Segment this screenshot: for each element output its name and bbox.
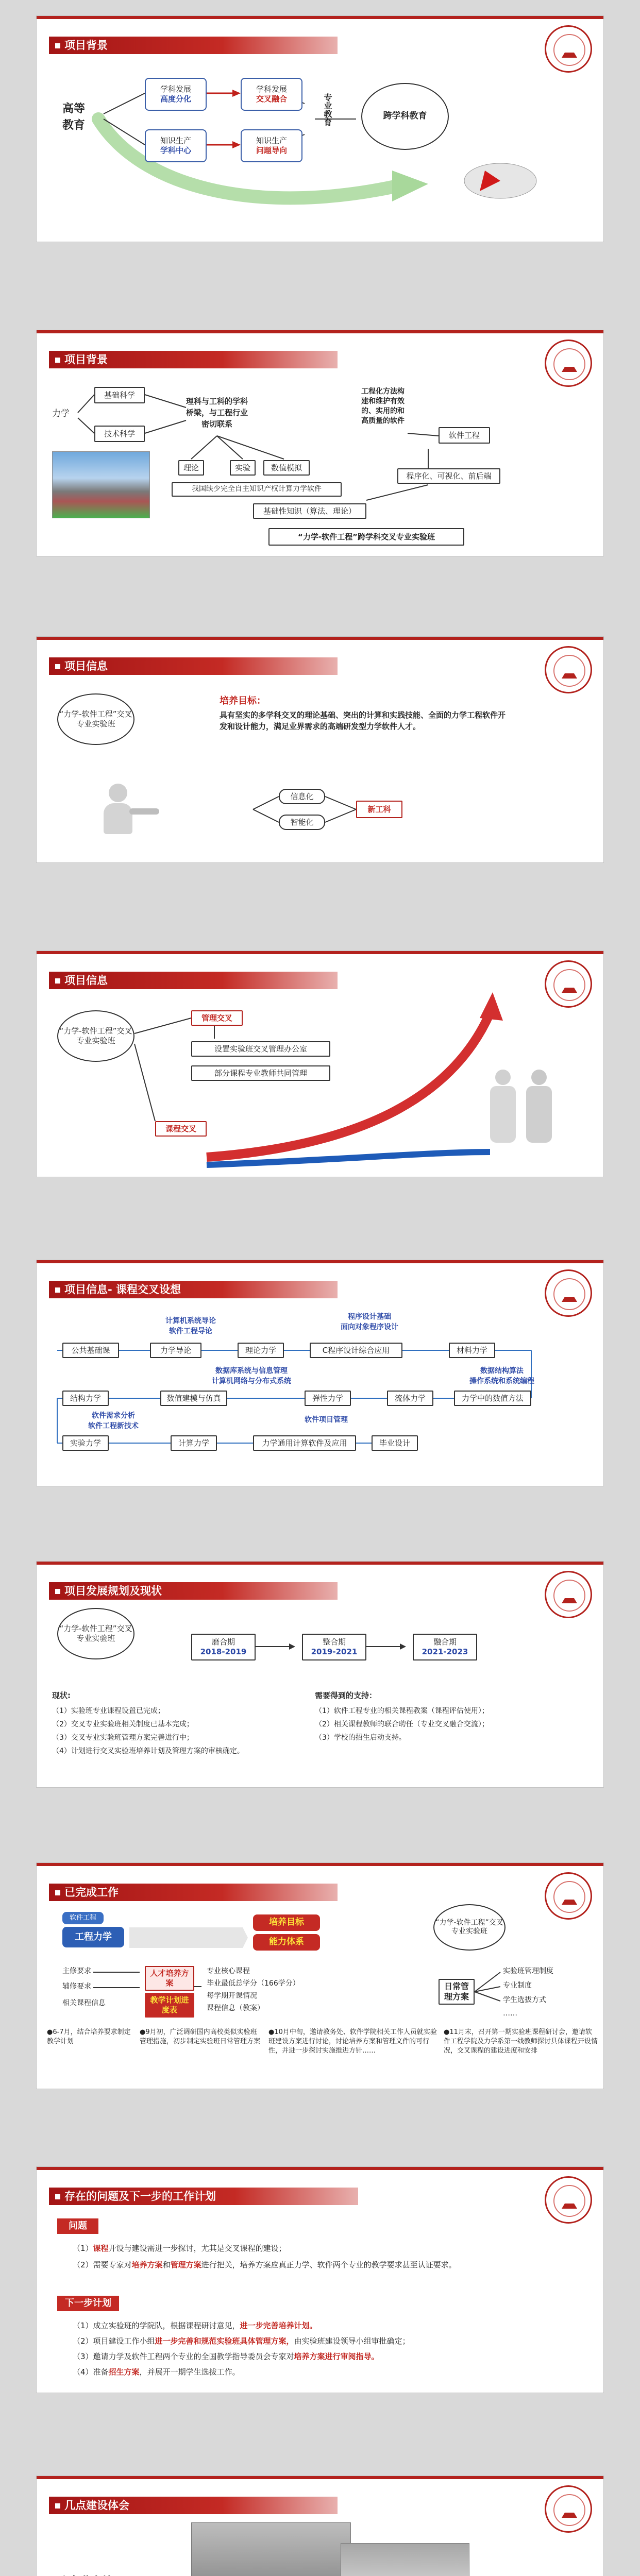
slide-project-background-1 <box>36 15 604 242</box>
text-part: （1）成立实验班的学院队，根据课程研讨意见， <box>73 2321 240 2330</box>
support-heading: 需要得到的支持： <box>315 1691 377 1700</box>
course-box: 材料力学 <box>449 1343 495 1358</box>
phase-integration-box <box>302 1634 366 1660</box>
box-value: 人才培养方案 <box>150 1969 189 1988</box>
box-value: 高度分化 <box>160 94 191 104</box>
plan-item-3 <box>73 2351 578 2363</box>
text-part: 由实验班建设领导小组审批确定； <box>294 2336 410 2346</box>
handshake-figures-icon <box>490 1070 557 1147</box>
box-label: 知识生产 <box>160 136 191 146</box>
text-part: （3）邀请力学及软件工程两个专业的全国教学指导委员会专家对 <box>73 2352 294 2361</box>
status-item: （3）交叉专业实验班管理方案完善进行中； <box>52 1734 194 1742</box>
course-syllabus-item: 课程信息（教案） <box>207 2004 264 2012</box>
slide-issues-and-plan <box>36 2166 604 2393</box>
status-item: （1）实验班专业课程设置已完成； <box>52 1707 165 1715</box>
status-item: （4）计划进行交叉实验班培养计划及管理方案的审核确定。 <box>52 1747 244 1755</box>
slide-completed-work <box>36 1862 604 2089</box>
experimental-class-oval: “力学-软件工程”交叉专业实验班 <box>57 693 134 745</box>
highlight: 培养方案 <box>131 2260 163 2269</box>
plan-item-2 <box>73 2336 578 2347</box>
meeting-photo <box>191 2522 351 2576</box>
box-value: 交叉融合 <box>256 94 287 104</box>
course-box: C程序设计综合应用 <box>310 1343 402 1358</box>
experimental-class-oval: “力学-软件工程”交叉专业实验班 <box>57 1010 134 1062</box>
box-value: 课程交叉 <box>165 1124 196 1133</box>
highlight: 进一步完善和规范实验班具体管理方案， <box>155 2336 294 2346</box>
interdisciplinary-education-circle: 跨学科教育 <box>361 83 449 150</box>
slide-project-info-1 <box>36 636 604 863</box>
stadium-image <box>52 451 150 518</box>
discipline-integration-box <box>241 78 302 111</box>
status-item: （2）交叉专业实验班相关制度已基本完成； <box>52 1720 194 1728</box>
slide-top-bar <box>37 2167 603 2170</box>
management-item: 实验班管理制度 <box>503 1967 553 1975</box>
major-requirement-label: 主修要求 <box>62 1967 91 1975</box>
university-seal-icon <box>545 2176 592 2224</box>
slide-project-background-2 <box>36 330 604 556</box>
phase-years: 2019-2021 <box>311 1647 358 1656</box>
text-part: 和 <box>162 2260 171 2269</box>
slide-title-text: 项目信息- 课程交叉设想 <box>64 1283 181 1296</box>
course-box: 毕业设计 <box>372 1435 418 1451</box>
timeline-note: ●11月末，召开第一期实验班课程研讨会，邀请软件工程学院及力学系第一线教师探讨具体课程开设情况，交叉课程的建设进度和安排 <box>444 2028 598 2055</box>
course-box: 力学中的数值方法 <box>454 1391 531 1406</box>
professional-education-vertical: 专业教育 <box>323 93 332 126</box>
course-cluster-top-1: 计算机系统导论 软件工程导论 <box>165 1317 216 1336</box>
course-box: 结构力学 <box>62 1391 109 1406</box>
discipline-differentiation-box <box>145 78 207 111</box>
meeting-photo <box>341 2543 469 2576</box>
highlight: 招生方案 <box>108 2367 140 2377</box>
experimental-class-oval: “力学-软件工程”交叉专业实验班 <box>433 1904 506 1951</box>
slide-title-text: 存在的问题及下一步的工作计划 <box>64 2190 216 2202</box>
management-cross-box <box>191 1010 243 1026</box>
slide-title-text: 项目背景 <box>64 353 108 366</box>
training-plan-box <box>145 1966 194 1991</box>
core-courses-item: 专业核心课程 <box>207 1967 250 1975</box>
course-box: 数值建模与仿真 <box>160 1391 227 1406</box>
slide-title-text: 项目发展规划及现状 <box>64 1585 162 1597</box>
course-cluster-top-2: 程序设计基础 面向对象程序设计 <box>341 1313 398 1332</box>
phase-fusion-box <box>413 1634 477 1660</box>
training-goal-text: 具有坚实的多学科交叉的理论基础、突出的计算和实践技能、全面的力学工程软件开发和设计能力，满足业界需求的高端研发型力学软件人才。 <box>220 710 506 731</box>
course-cluster-low-1: 软件需求分析 软件工程新技术 <box>88 1412 139 1431</box>
software-gap-box: 我国缺少完全自主知识产权计算力学软件 <box>172 482 342 497</box>
course-box: 理论力学 <box>238 1343 284 1358</box>
text-part: 进行把关，培养方案应真正力学、软件两个专业的教学要求甚至认证要求。 <box>201 2260 457 2269</box>
training-goal-heading: 培养目标： <box>220 696 266 706</box>
slide-title-text: 项目信息 <box>64 660 108 672</box>
highlight: 课程 <box>93 2244 109 2253</box>
support-item: （2）相关课程教师的联合聘任（专业交叉融合交流）； <box>315 1720 489 1728</box>
course-box: 力学导论 <box>150 1343 201 1358</box>
slide-title-text: 几点建设体会 <box>64 2499 129 2512</box>
semester-courses-item: 每学期开课情况 <box>207 1992 257 2000</box>
software-engineering-tag: 软件工程 <box>62 1912 104 1924</box>
lesson-item <box>57 2574 114 2576</box>
slide-title <box>49 2497 338 2514</box>
interdisciplinary-class-box: “力学-软件工程”跨学科交叉专业实验班 <box>268 528 464 546</box>
cross-management-office-box: 设置实验班交叉管理办公室 <box>191 1041 330 1057</box>
slide-title-text: 项目背景 <box>64 39 108 52</box>
text-part: ，并展开一期学生选拔工作。 <box>139 2367 240 2377</box>
phase-years: 2021-2023 <box>422 1647 468 1656</box>
slide-top-bar <box>37 2476 603 2479</box>
software-engineering-box: 软件工程 <box>439 427 490 444</box>
technical-science-box: 技术科学 <box>94 426 145 442</box>
plan-item-4 <box>73 2367 578 2378</box>
box-label: 学科发展 <box>160 84 191 94</box>
problem-item-2 <box>73 2260 578 2271</box>
slide-course-cross-plan <box>36 1260 604 1486</box>
highlight: 管理方案 <box>170 2260 201 2269</box>
daily-management-box: 日常管理方案 <box>439 1979 475 2005</box>
management-item: 专业制度 <box>503 1981 532 1990</box>
timeline-note: ●6-7月，结合培养要求制定教学计划 <box>47 2028 131 2046</box>
management-item: …… <box>503 2009 517 2018</box>
course-cluster-low-2: 软件项目管理 <box>305 1416 348 1424</box>
knowledge-discipline-centric-box <box>145 129 207 162</box>
phase-name: 融合期 <box>433 1637 457 1647</box>
slide-2-connectors <box>37 330 604 556</box>
timeline-note: ●9月初，广泛调研国内高校类似实验班管理措施，初步制定实验班日常管理方案 <box>140 2028 261 2046</box>
knowledge-problem-oriented-box <box>241 129 302 162</box>
slide-title-text: 已完成工作 <box>64 1886 119 1899</box>
problem-item-1 <box>73 2243 567 2255</box>
software-engineering-definition: 工程化方法构建和维护有效的、实用的和高质量的软件 <box>361 387 405 425</box>
university-seal-icon <box>545 2485 592 2533</box>
course-cluster-mid-1: 数据库系统与信息管理 计算机网络与分布式系统 <box>212 1367 291 1386</box>
course-box: 力学通用计算软件及应用 <box>253 1435 356 1451</box>
training-goal-tag: 培养目标 <box>253 1914 320 1931</box>
min-credits-item: 毕业最低总学分（166学分） <box>207 1979 300 1988</box>
course-box: 实验力学 <box>62 1435 109 1451</box>
minor-requirement-label: 辅修要求 <box>62 1982 91 1991</box>
support-item: （1）软件工程专业的相关课程教案（课程评估使用）； <box>315 1707 489 1715</box>
intelligentization-box: 智能化 <box>279 815 325 830</box>
informatization-box: 信息化 <box>279 789 325 804</box>
phase-years: 2018-2019 <box>200 1647 247 1656</box>
highlight: 进一步完善培养计划。 <box>240 2321 317 2330</box>
experimental-class-oval: “力学-软件工程”交叉专业实验班 <box>57 1608 134 1659</box>
mechanics-label: 力学 <box>52 409 70 419</box>
text-part: （2）项目建设工作小组 <box>73 2336 155 2346</box>
slide-lessons-learned <box>36 2476 604 2576</box>
course-info-label: 相关课程信息 <box>62 1999 106 2007</box>
slide-title <box>49 2188 358 2205</box>
engineering-mechanics-tag: 工程力学 <box>62 1927 124 1947</box>
box-label: 知识生产 <box>256 136 287 146</box>
course-box: 弹性力学 <box>305 1391 351 1406</box>
box-value: 问题导向 <box>256 146 287 155</box>
numerical-simulation-box: 数值模拟 <box>263 460 310 476</box>
course-cluster-mid-2: 数据结构算法 操作系统和系统编程 <box>469 1367 534 1386</box>
slide-1-connectors <box>37 16 604 242</box>
box-label: 学科发展 <box>256 84 287 94</box>
problems-heading: 问题 <box>57 2218 98 2234</box>
course-box: 流体力学 <box>387 1391 433 1406</box>
text-part: 开设与建设需进一步探讨，尤其是交叉课程的建设； <box>108 2244 287 2253</box>
box-value: 管理交叉 <box>201 1013 232 1023</box>
box-value: 新工科 <box>367 804 391 814</box>
course-box: 公共基础课 <box>62 1343 119 1358</box>
competency-system-tag: 能力体系 <box>253 1934 320 1951</box>
management-item: 学生选拔方式 <box>503 1996 546 2004</box>
text-part: （2）需要专家对 <box>73 2260 132 2269</box>
slide-title-text: 项目信息 <box>64 974 108 987</box>
support-item: （3）学校的招生启动支持。 <box>315 1734 406 1742</box>
phase-adaptation-box <box>191 1634 256 1660</box>
science-engineering-bridge: 理科与工科的学科桥梁，与工程行业密切联系 <box>186 397 248 429</box>
course-box: 计算力学 <box>171 1435 217 1451</box>
new-engineering-box <box>356 801 402 818</box>
text-part: （4）准备 <box>73 2367 109 2377</box>
phase-name: 整合期 <box>322 1637 346 1647</box>
plan-item-1 <box>73 2320 578 2332</box>
status-heading: 现状: <box>52 1691 71 1700</box>
shared-teacher-management-box: 部分课程专业教师共同管理 <box>191 1065 330 1081</box>
basic-science-box: 基础科学 <box>94 387 145 403</box>
phase-name: 磨合期 <box>211 1637 235 1647</box>
theory-box: 理论 <box>178 460 204 476</box>
highlight: 培养方案进行审阅指导。 <box>294 2352 379 2361</box>
text-part: （1） <box>73 2244 93 2253</box>
teaching-schedule-box <box>145 1993 194 2018</box>
course-cross-box <box>155 1121 207 1137</box>
next-plan-heading: 下一步计划 <box>57 2296 119 2311</box>
experiment-box: 实验 <box>230 460 256 476</box>
slide-development-plan <box>36 1561 604 1788</box>
basic-knowledge-box: 基础性知识（算法、理论） <box>253 503 366 519</box>
box-value: 教学计划进度表 <box>150 1995 189 2014</box>
higher-education-label: 高等 教育 <box>62 103 86 132</box>
timeline-note: ●10月中旬，邀请教务处、软件学院相关工作人员就实验班建设方案进行讨论，讨论培养方案和管理文件的可行性，并进一步探讨实施推进方针…… <box>268 2028 437 2055</box>
programming-visualization-box: 程序化、可视化、前后端 <box>397 468 500 484</box>
box-value: 学科中心 <box>160 146 191 155</box>
slide-project-info-2 <box>36 951 604 1177</box>
